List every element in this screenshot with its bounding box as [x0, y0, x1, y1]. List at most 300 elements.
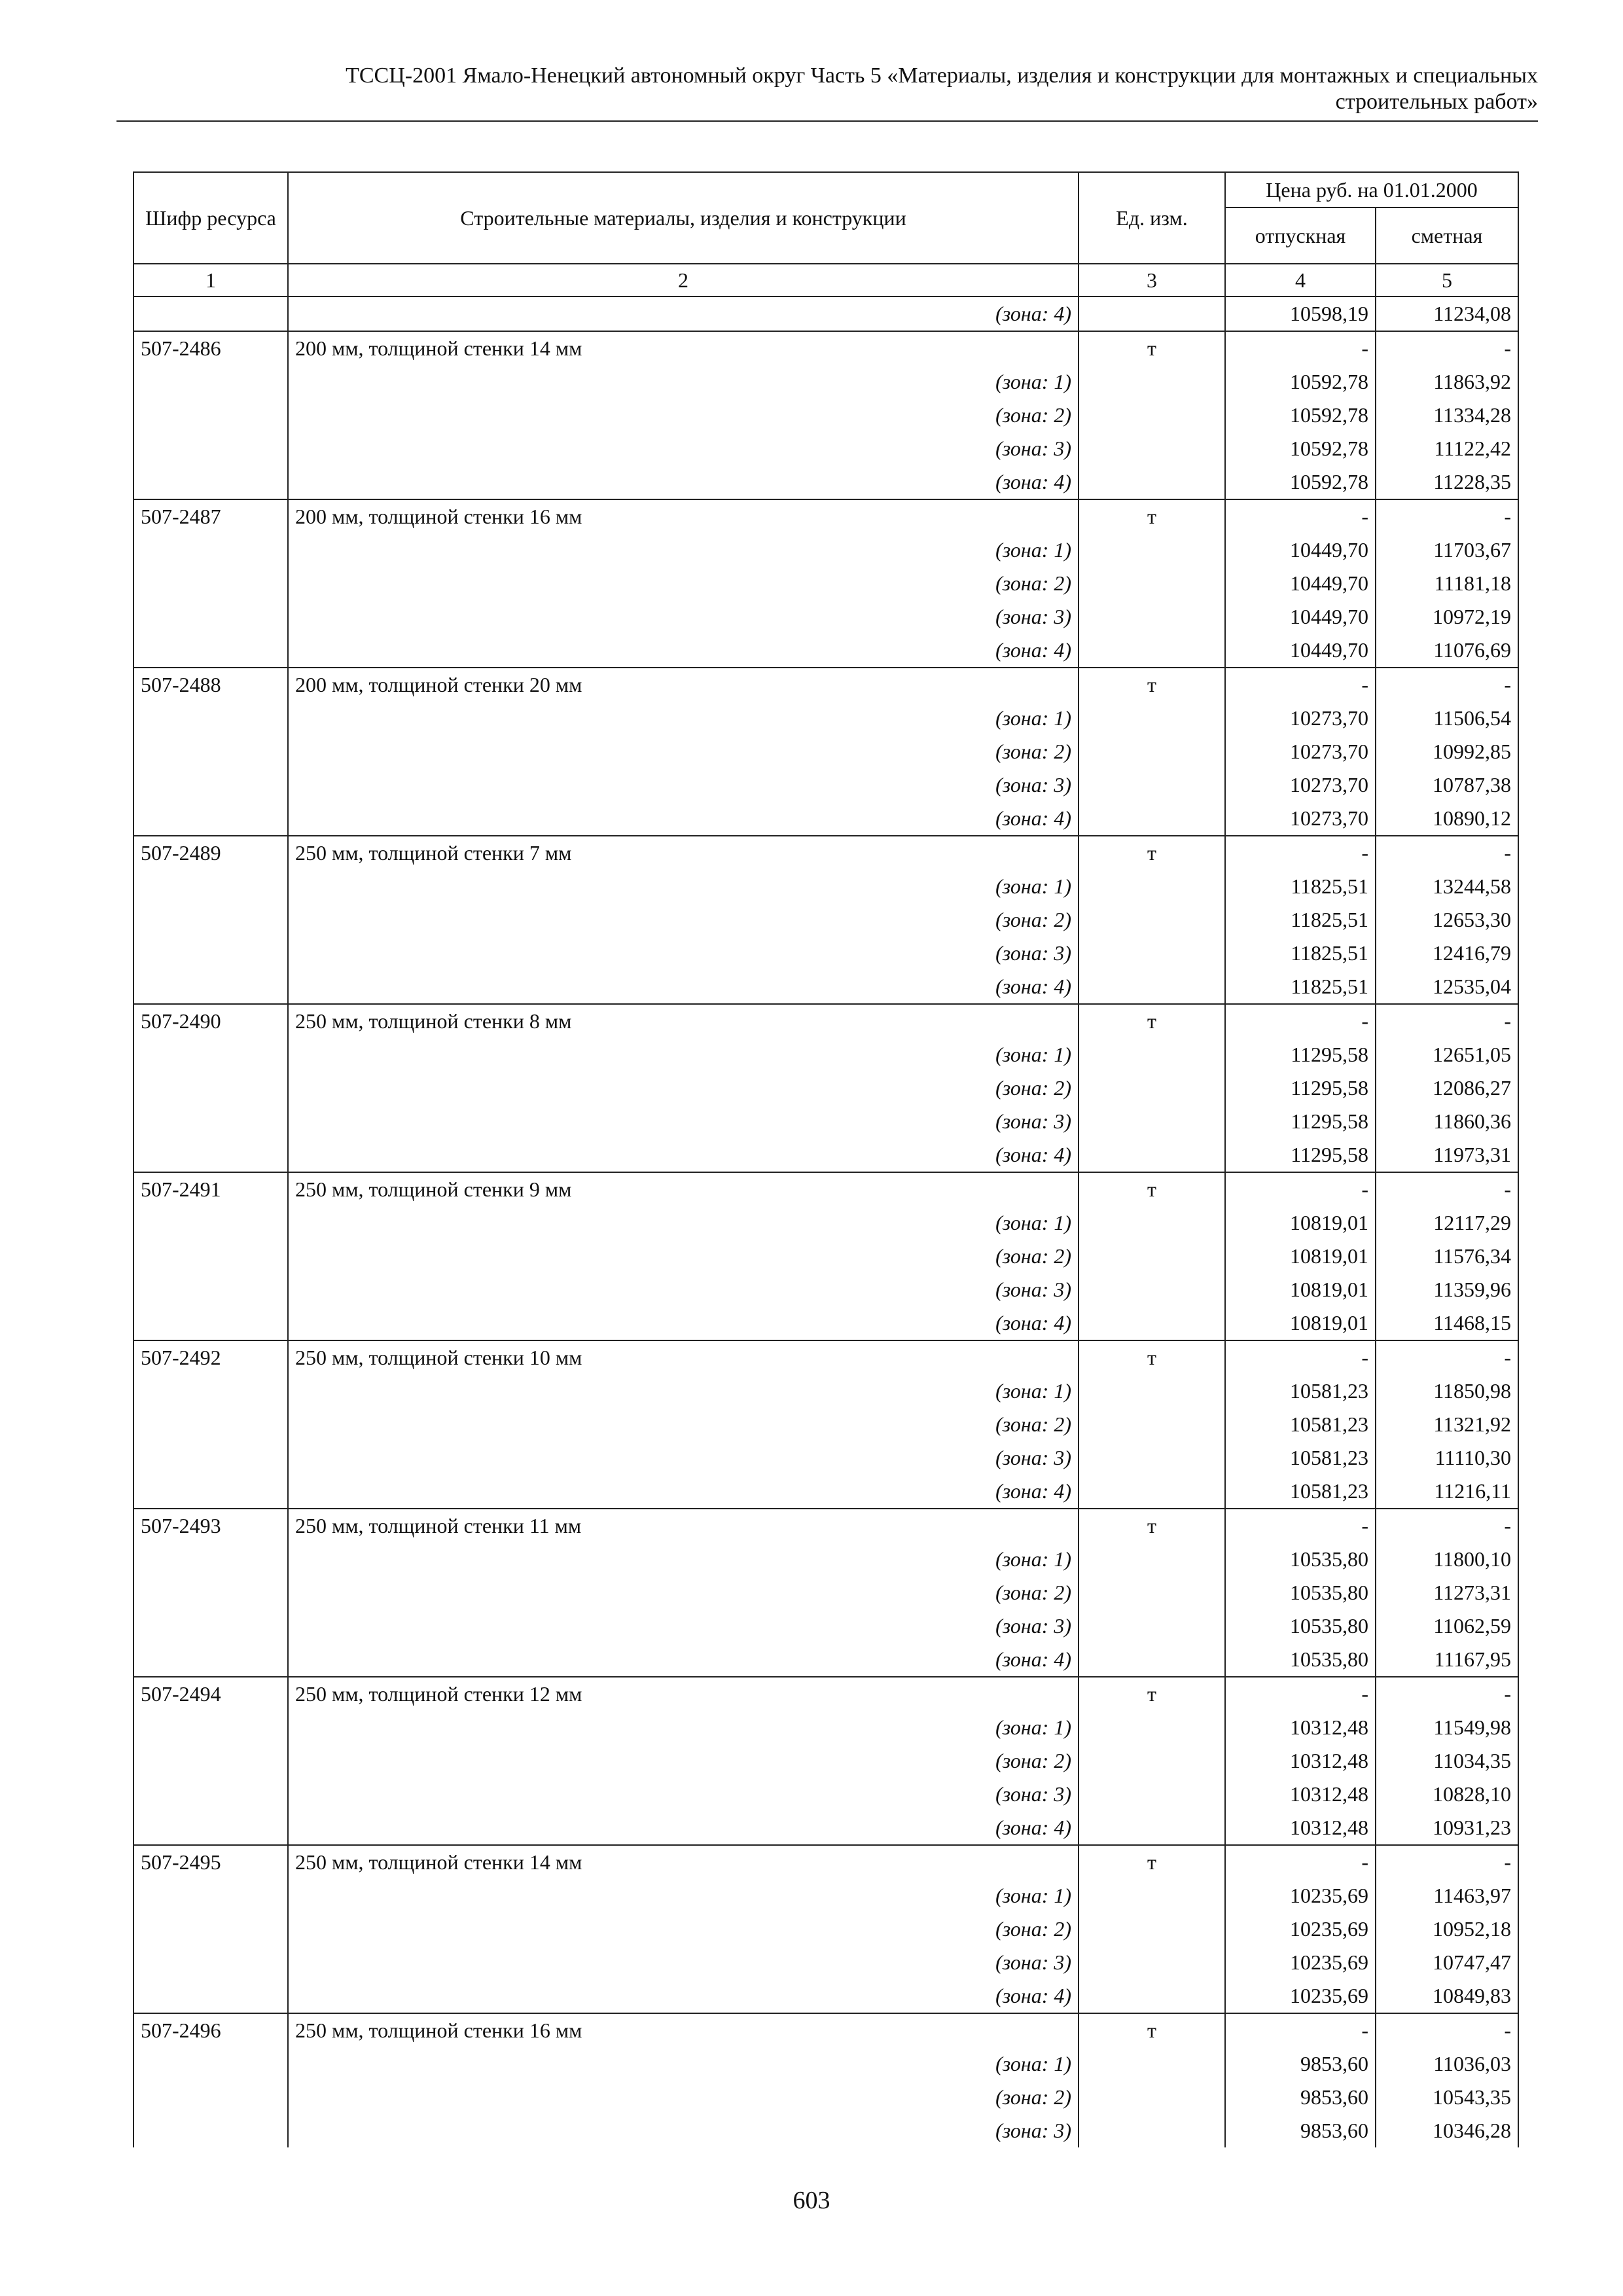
table-row	[134, 2047, 1518, 2081]
zone-label: (зона: 1)	[288, 1711, 1079, 1744]
unit: т	[1079, 499, 1225, 533]
table-row	[134, 1643, 1518, 1677]
unit	[1079, 1744, 1225, 1778]
estimate-price: 11463,97	[1376, 1879, 1518, 1912]
material-name: 250 мм, толщиной стенки 8 мм	[288, 1004, 1079, 1038]
unit	[1079, 1711, 1225, 1744]
resource-code: 507-2494	[134, 1677, 288, 1711]
zone-label: (зона: 1)	[288, 1879, 1079, 1912]
estimate-price: -	[1376, 1340, 1518, 1374]
release-price: 10535,80	[1225, 1643, 1376, 1677]
zone-label: (зона: 3)	[288, 937, 1079, 970]
table-row	[134, 1912, 1518, 1946]
resource-code: 507-2489	[134, 836, 288, 870]
estimate-price: -	[1376, 1004, 1518, 1038]
unit	[1079, 600, 1225, 634]
estimate-price: 11110,30	[1376, 1441, 1518, 1475]
column-number-2: 2	[288, 264, 1079, 296]
unit	[1079, 970, 1225, 1004]
resource-code: 507-2496	[134, 2013, 288, 2047]
release-price: 10273,70	[1225, 768, 1376, 802]
table-row	[134, 1172, 1518, 1206]
release-price: 11295,58	[1225, 1038, 1376, 1071]
resource-code	[134, 1744, 288, 1778]
table-row	[134, 1811, 1518, 1845]
release-price: 10819,01	[1225, 1240, 1376, 1273]
table-row	[134, 1306, 1518, 1340]
resource-code	[134, 1038, 288, 1071]
table-row	[134, 1138, 1518, 1172]
estimate-price: -	[1376, 1509, 1518, 1543]
table-row	[134, 432, 1518, 465]
estimate-price: 11973,31	[1376, 1138, 1518, 1172]
zone-label: (зона: 1)	[288, 365, 1079, 399]
release-price: 11825,51	[1225, 937, 1376, 970]
column-number-1: 1	[134, 264, 288, 296]
estimate-price: 11228,35	[1376, 465, 1518, 499]
resource-code	[134, 1240, 288, 1273]
unit	[1079, 1374, 1225, 1408]
estimate-price: 12117,29	[1376, 1206, 1518, 1240]
release-price: 11825,51	[1225, 970, 1376, 1004]
estimate-price: 12416,79	[1376, 937, 1518, 970]
unit: т	[1079, 1677, 1225, 1711]
column-header-price-group: Цена руб. на 01.01.2000	[1225, 172, 1518, 207]
resource-code	[134, 903, 288, 937]
release-price: -	[1225, 1509, 1376, 1543]
resource-code	[134, 937, 288, 970]
estimate-price: 11076,69	[1376, 634, 1518, 668]
release-price: 10819,01	[1225, 1306, 1376, 1340]
zone-label: (зона: 1)	[288, 1038, 1079, 1071]
unit	[1079, 2081, 1225, 2114]
resource-code	[134, 465, 288, 499]
table-row	[134, 1038, 1518, 1071]
zone-label: (зона: 4)	[288, 1643, 1079, 1677]
unit	[1079, 1240, 1225, 1273]
zone-label: (зона: 3)	[288, 1273, 1079, 1306]
resource-code	[134, 1778, 288, 1811]
release-price: 10592,78	[1225, 432, 1376, 465]
column-header-estimate: сметная	[1376, 207, 1518, 264]
material-name: 200 мм, толщиной стенки 16 мм	[288, 499, 1079, 533]
table-row	[134, 970, 1518, 1004]
zone-label: (зона: 2)	[288, 1912, 1079, 1946]
resource-code: 507-2491	[134, 1172, 288, 1206]
unit: т	[1079, 836, 1225, 870]
resource-code	[134, 1912, 288, 1946]
release-price: 10581,23	[1225, 1408, 1376, 1441]
unit	[1079, 1778, 1225, 1811]
resource-code	[134, 1408, 288, 1441]
unit	[1079, 365, 1225, 399]
zone-label: (зона: 3)	[288, 768, 1079, 802]
resource-code	[134, 432, 288, 465]
estimate-price: -	[1376, 1677, 1518, 1711]
table-row	[134, 1778, 1518, 1811]
resource-code	[134, 970, 288, 1004]
unit	[1079, 1306, 1225, 1340]
table-row	[134, 1105, 1518, 1138]
table-row	[134, 567, 1518, 600]
estimate-price: 10952,18	[1376, 1912, 1518, 1946]
release-price: 11825,51	[1225, 903, 1376, 937]
resource-code	[134, 567, 288, 600]
unit: т	[1079, 2013, 1225, 2047]
release-price: 10581,23	[1225, 1475, 1376, 1509]
table-row	[134, 1071, 1518, 1105]
material-name: 250 мм, толщиной стенки 10 мм	[288, 1340, 1079, 1374]
material-name: 250 мм, толщиной стенки 16 мм	[288, 2013, 1079, 2047]
estimate-price: 10890,12	[1376, 802, 1518, 836]
column-header-code: Шифр ресурса	[134, 172, 288, 264]
zone-label: (зона: 3)	[288, 1105, 1079, 1138]
release-price: 10312,48	[1225, 1778, 1376, 1811]
release-price: 10312,48	[1225, 1811, 1376, 1845]
table-row	[134, 1475, 1518, 1509]
table-row	[134, 1879, 1518, 1912]
estimate-price: 11234,08	[1376, 296, 1518, 331]
table-header	[134, 172, 1518, 296]
estimate-price: 11359,96	[1376, 1273, 1518, 1306]
release-price: 10273,70	[1225, 702, 1376, 735]
table-row	[134, 1509, 1518, 1543]
release-price: 11295,58	[1225, 1105, 1376, 1138]
table-row	[134, 1441, 1518, 1475]
release-price: 10449,70	[1225, 567, 1376, 600]
resource-code	[134, 1105, 288, 1138]
estimate-price: 10849,83	[1376, 1979, 1518, 2013]
table-row	[134, 533, 1518, 567]
release-price: 10312,48	[1225, 1711, 1376, 1744]
estimate-price: 11122,42	[1376, 432, 1518, 465]
estimate-price: 11576,34	[1376, 1240, 1518, 1273]
release-price: 10581,23	[1225, 1441, 1376, 1475]
zone-label: (зона: 4)	[288, 465, 1079, 499]
unit	[1079, 399, 1225, 432]
estimate-price: 11181,18	[1376, 567, 1518, 600]
column-header-release: отпускная	[1225, 207, 1376, 264]
unit	[1079, 567, 1225, 600]
table-row	[134, 1979, 1518, 2013]
estimate-price: 11167,95	[1376, 1643, 1518, 1677]
estimate-price: 11273,31	[1376, 1576, 1518, 1609]
estimate-price: 11062,59	[1376, 1609, 1518, 1643]
table-row	[134, 1273, 1518, 1306]
unit	[1079, 1475, 1225, 1509]
estimate-price: 11321,92	[1376, 1408, 1518, 1441]
zone-label: (зона: 3)	[288, 600, 1079, 634]
table-row	[134, 399, 1518, 432]
zone-label: (зона: 3)	[288, 1778, 1079, 1811]
table-row	[134, 634, 1518, 668]
estimate-price: 11036,03	[1376, 2047, 1518, 2081]
release-price: 10581,23	[1225, 1374, 1376, 1408]
unit: т	[1079, 1340, 1225, 1374]
estimate-price: 10747,47	[1376, 1946, 1518, 1979]
page-header-line-2: строительных работ»	[1335, 90, 1538, 114]
table-row	[134, 1576, 1518, 1609]
resource-code	[134, 802, 288, 836]
resource-code	[134, 1979, 288, 2013]
release-price: 10273,70	[1225, 802, 1376, 836]
unit	[1079, 802, 1225, 836]
table-row	[134, 836, 1518, 870]
zone-label: (зона: 4)	[288, 1306, 1079, 1340]
estimate-price: 10972,19	[1376, 600, 1518, 634]
resource-code	[134, 533, 288, 567]
table-row	[134, 1004, 1518, 1038]
table-body	[134, 296, 1518, 2147]
resource-code: 507-2486	[134, 331, 288, 365]
unit	[1079, 1609, 1225, 1643]
resource-code	[134, 1273, 288, 1306]
zone-label: (зона: 2)	[288, 1071, 1079, 1105]
zone-label: (зона: 1)	[288, 2047, 1079, 2081]
resource-code: 507-2487	[134, 499, 288, 533]
unit	[1079, 465, 1225, 499]
estimate-price: -	[1376, 331, 1518, 365]
estimate-price: 11216,11	[1376, 1475, 1518, 1509]
page-header	[116, 63, 1538, 115]
estimate-price: -	[1376, 836, 1518, 870]
table-row	[134, 1711, 1518, 1744]
unit	[1079, 533, 1225, 567]
estimate-price: 12086,27	[1376, 1071, 1518, 1105]
table-row	[134, 1206, 1518, 1240]
release-price: 10535,80	[1225, 1609, 1376, 1643]
table-row	[134, 1744, 1518, 1778]
resource-code	[134, 1543, 288, 1576]
zone-label: (зона: 4)	[288, 1138, 1079, 1172]
table-row	[134, 600, 1518, 634]
table-row	[134, 870, 1518, 903]
unit	[1079, 1576, 1225, 1609]
release-price: 10592,78	[1225, 399, 1376, 432]
zone-label: (зона: 4)	[288, 970, 1079, 1004]
resource-code	[134, 1206, 288, 1240]
material-name: 200 мм, толщиной стенки 14 мм	[288, 331, 1079, 365]
table-row	[134, 735, 1518, 768]
zone-label: (зона: 4)	[288, 802, 1079, 836]
release-price: 9853,60	[1225, 2114, 1376, 2147]
resource-code	[134, 1643, 288, 1677]
release-price: 10535,80	[1225, 1576, 1376, 1609]
estimate-price: 12651,05	[1376, 1038, 1518, 1071]
zone-label: (зона: 2)	[288, 2081, 1079, 2114]
release-price: 10235,69	[1225, 1979, 1376, 2013]
unit	[1079, 937, 1225, 970]
resource-code	[134, 1711, 288, 1744]
release-price: 10312,48	[1225, 1744, 1376, 1778]
estimate-price: 10931,23	[1376, 1811, 1518, 1845]
release-price: -	[1225, 499, 1376, 533]
release-price: 9853,60	[1225, 2081, 1376, 2114]
zone-label: (зона: 3)	[288, 1441, 1079, 1475]
estimate-price: 11506,54	[1376, 702, 1518, 735]
zone-label: (зона: 2)	[288, 735, 1079, 768]
zone-label: (зона: 3)	[288, 2114, 1079, 2147]
column-header-unit: Ед. изм.	[1079, 172, 1225, 264]
resource-code	[134, 2047, 288, 2081]
resource-code	[134, 1475, 288, 1509]
release-price: 10592,78	[1225, 465, 1376, 499]
zone-label: (зона: 4)	[288, 296, 1079, 331]
unit	[1079, 1811, 1225, 1845]
zone-label: (зона: 2)	[288, 1744, 1079, 1778]
unit	[1079, 1408, 1225, 1441]
resource-code	[134, 365, 288, 399]
material-name: 250 мм, толщиной стенки 9 мм	[288, 1172, 1079, 1206]
unit	[1079, 768, 1225, 802]
release-price: 9853,60	[1225, 2047, 1376, 2081]
unit	[1079, 1912, 1225, 1946]
zone-label: (зона: 2)	[288, 567, 1079, 600]
release-price: -	[1225, 1004, 1376, 1038]
unit: т	[1079, 1845, 1225, 1879]
resource-code	[134, 1576, 288, 1609]
unit: т	[1079, 1004, 1225, 1038]
unit	[1079, 634, 1225, 668]
unit	[1079, 1038, 1225, 1071]
zone-label: (зона: 1)	[288, 1543, 1079, 1576]
unit	[1079, 1643, 1225, 1677]
table-row	[134, 1340, 1518, 1374]
zone-label: (зона: 1)	[288, 1206, 1079, 1240]
zone-label: (зона: 3)	[288, 1609, 1079, 1643]
estimate-price: 10828,10	[1376, 1778, 1518, 1811]
table-row	[134, 1374, 1518, 1408]
estimate-price: -	[1376, 2013, 1518, 2047]
estimate-price: 12653,30	[1376, 903, 1518, 937]
resource-code	[134, 1946, 288, 1979]
release-price: 10449,70	[1225, 634, 1376, 668]
resource-code	[134, 702, 288, 735]
unit	[1079, 1879, 1225, 1912]
estimate-price: 11863,92	[1376, 365, 1518, 399]
unit: т	[1079, 1509, 1225, 1543]
zone-label: (зона: 1)	[288, 870, 1079, 903]
table-row	[134, 296, 1518, 331]
unit	[1079, 1543, 1225, 1576]
resource-code: 507-2488	[134, 668, 288, 702]
release-price: 10449,70	[1225, 533, 1376, 567]
estimate-price: -	[1376, 1172, 1518, 1206]
page-number: 603	[793, 2187, 830, 2214]
resource-code	[134, 296, 288, 331]
release-price: 10819,01	[1225, 1273, 1376, 1306]
release-price: 10592,78	[1225, 365, 1376, 399]
unit	[1079, 296, 1225, 331]
estimate-price: 12535,04	[1376, 970, 1518, 1004]
zone-label: (зона: 2)	[288, 1408, 1079, 1441]
resource-code: 507-2492	[134, 1340, 288, 1374]
header-rule	[116, 120, 1538, 122]
estimate-price: 11703,67	[1376, 533, 1518, 567]
material-name: 250 мм, толщиной стенки 14 мм	[288, 1845, 1079, 1879]
estimate-price: -	[1376, 499, 1518, 533]
table-row	[134, 1240, 1518, 1273]
unit: т	[1079, 1172, 1225, 1206]
zone-label: (зона: 1)	[288, 702, 1079, 735]
unit	[1079, 1273, 1225, 1306]
table-row	[134, 1946, 1518, 1979]
table-row	[134, 1609, 1518, 1643]
zone-label: (зона: 4)	[288, 1475, 1079, 1509]
resource-code	[134, 1374, 288, 1408]
estimate-price: 10346,28	[1376, 2114, 1518, 2147]
zone-label: (зона: 2)	[288, 903, 1079, 937]
estimate-price: 11850,98	[1376, 1374, 1518, 1408]
page-header-line-1: ТССЦ-2001 Ямало-Ненецкий автономный округ Часть 5 «Материалы, изделия и конструкции для монтажных и специальных	[346, 63, 1538, 88]
table-row	[134, 2081, 1518, 2114]
unit	[1079, 870, 1225, 903]
resource-code	[134, 2114, 288, 2147]
estimate-price: 11549,98	[1376, 1711, 1518, 1744]
resource-code	[134, 1441, 288, 1475]
zone-label: (зона: 1)	[288, 533, 1079, 567]
table-row	[134, 365, 1518, 399]
resource-code	[134, 1306, 288, 1340]
release-price: -	[1225, 836, 1376, 870]
column-number-3: 3	[1079, 264, 1225, 296]
estimate-price: 10787,38	[1376, 768, 1518, 802]
unit: т	[1079, 331, 1225, 365]
release-price: 10235,69	[1225, 1946, 1376, 1979]
resource-code	[134, 768, 288, 802]
zone-label: (зона: 1)	[288, 1374, 1079, 1408]
table-row	[134, 937, 1518, 970]
estimate-price: 11468,15	[1376, 1306, 1518, 1340]
estimate-price: 13244,58	[1376, 870, 1518, 903]
table-row	[134, 1677, 1518, 1711]
resource-code: 507-2493	[134, 1509, 288, 1543]
release-price: 10449,70	[1225, 600, 1376, 634]
unit	[1079, 2114, 1225, 2147]
zone-label: (зона: 2)	[288, 1576, 1079, 1609]
resource-code	[134, 1609, 288, 1643]
unit	[1079, 1138, 1225, 1172]
resource-code	[134, 2081, 288, 2114]
unit	[1079, 1105, 1225, 1138]
column-number-4: 4	[1225, 264, 1376, 296]
table-row	[134, 702, 1518, 735]
release-price: 10598,19	[1225, 296, 1376, 331]
zone-label: (зона: 4)	[288, 1811, 1079, 1845]
release-price: 11295,58	[1225, 1071, 1376, 1105]
unit	[1079, 2047, 1225, 2081]
unit	[1079, 1071, 1225, 1105]
resource-code: 507-2495	[134, 1845, 288, 1879]
column-number-5: 5	[1376, 264, 1518, 296]
material-name: 250 мм, толщиной стенки 7 мм	[288, 836, 1079, 870]
unit	[1079, 735, 1225, 768]
resource-code	[134, 634, 288, 668]
resource-code	[134, 1879, 288, 1912]
price-table	[133, 171, 1519, 2147]
unit	[1079, 432, 1225, 465]
release-price: -	[1225, 668, 1376, 702]
unit	[1079, 1441, 1225, 1475]
release-price: 11825,51	[1225, 870, 1376, 903]
release-price: -	[1225, 1172, 1376, 1206]
release-price: 10273,70	[1225, 735, 1376, 768]
resource-code	[134, 1071, 288, 1105]
table-row	[134, 331, 1518, 365]
unit	[1079, 903, 1225, 937]
resource-code	[134, 1811, 288, 1845]
zone-label: (зона: 4)	[288, 1979, 1079, 2013]
